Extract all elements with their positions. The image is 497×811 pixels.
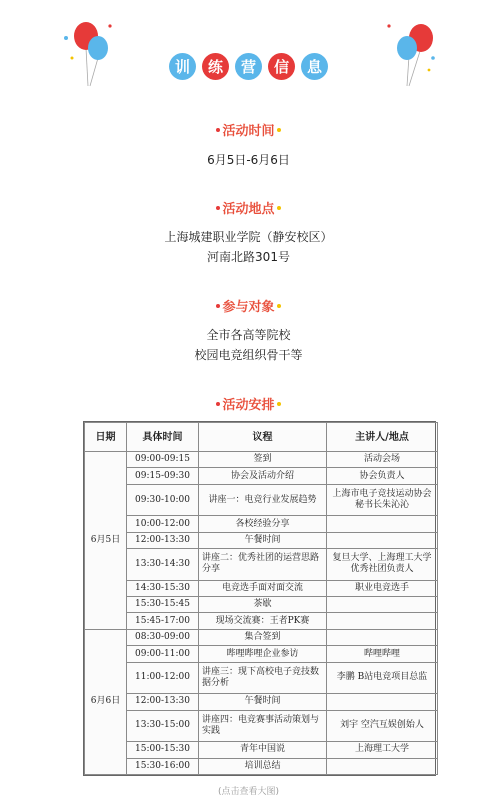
table-cell-agenda: 各校经验分享 (199, 516, 327, 532)
section-time (0, 120, 497, 170)
section-time-title: 活动时间 (222, 124, 275, 139)
table-cell-agenda: 讲座三：现下高校电子竞技数据分析 (199, 662, 327, 693)
table-cell-time: 10:00-12:00 (127, 516, 199, 532)
table-cell-agenda: 现场交流赛：王者PK赛 (199, 613, 327, 629)
table-row (85, 516, 438, 532)
schedule-table-image[interactable] (83, 421, 436, 776)
table-cell-speaker: 协会负责人 (327, 468, 438, 484)
table-cell-time: 11:00-12:00 (127, 662, 199, 693)
table-cell-speaker: 上海理工大学 (327, 742, 438, 758)
table-row (85, 710, 438, 741)
table-cell-time: 14:30-15:30 (127, 580, 199, 596)
table-cell-agenda: 茶歇 (199, 597, 327, 613)
time-line-1: 6月5日-6月6日 (207, 153, 290, 167)
table-cell-speaker (327, 516, 438, 532)
section-location-heading (0, 198, 497, 217)
table-row (85, 694, 438, 710)
table-row (85, 662, 438, 693)
table-cell-speaker (327, 532, 438, 548)
table-row (85, 468, 438, 484)
table-cell-time: 13:30-14:30 (127, 549, 199, 580)
title-char-5: 息 (301, 53, 328, 80)
table-cell-agenda: 电竞选手面对面交流 (199, 580, 327, 596)
table-cell-agenda: 午餐时间 (199, 694, 327, 710)
bullet-dot-icon (277, 128, 281, 132)
header-agenda: 议程 (199, 423, 327, 452)
section-schedule-heading (0, 394, 497, 413)
title-char-1: 训 (169, 53, 196, 80)
header-time: 具体时间 (127, 423, 199, 452)
table-row (85, 597, 438, 613)
bullet-dot-icon (277, 402, 281, 406)
table-cell-speaker: 刘宇 空汽互娱创始人 (327, 710, 438, 741)
table-cell-time: 15:45-17:00 (127, 613, 199, 629)
image-caption: (点击查看大图) (217, 787, 280, 797)
section-schedule-title: 活动安排 (222, 398, 275, 413)
bullet-dot-icon (216, 304, 220, 308)
title-char-4: 信 (268, 53, 295, 80)
page-title (0, 53, 497, 80)
table-cell-date: 6月5日 (85, 452, 127, 630)
table-cell-agenda: 讲座二：优秀社团的运营思路分享 (199, 549, 327, 580)
table-cell-agenda: 培训总结 (199, 758, 327, 774)
table-row (85, 549, 438, 580)
table-cell-speaker: 上海市电子竞技运动协会秘书长朱沁沁 (327, 484, 438, 515)
table-cell-time: 09:30-10:00 (127, 484, 199, 515)
table-header-row (85, 423, 438, 452)
table-row (85, 484, 438, 515)
table-cell-speaker (327, 629, 438, 645)
table-cell-agenda: 青年中国说 (199, 742, 327, 758)
table-cell-agenda: 签到 (199, 452, 327, 468)
table-cell-speaker: 复旦大学、上海理工大学优秀社团负责人 (327, 549, 438, 580)
table-row (85, 629, 438, 645)
section-schedule (0, 394, 497, 413)
table-row (85, 613, 438, 629)
table-cell-time: 09:00-09:15 (127, 452, 199, 468)
section-audience-title: 参与对象 (222, 300, 275, 315)
table-cell-time: 13:30-15:00 (127, 710, 199, 741)
section-audience (0, 296, 497, 365)
section-location (0, 198, 497, 267)
location-line-2: 河南北路301号 (207, 250, 290, 264)
table-cell-speaker (327, 694, 438, 710)
table-cell-date: 6月6日 (85, 629, 127, 774)
table-cell-time: 15:30-16:00 (127, 758, 199, 774)
table-cell-time: 09:15-09:30 (127, 468, 199, 484)
bullet-dot-icon (277, 206, 281, 210)
table-cell-agenda: 协会及活动介绍 (199, 468, 327, 484)
bullet-dot-icon (216, 402, 220, 406)
audience-line-2: 校园电竞组织骨干等 (194, 348, 303, 362)
audience-line-1: 全市各高等院校 (206, 328, 291, 342)
table-cell-time: 12:00-13:30 (127, 532, 199, 548)
table-cell-speaker: 职业电竞选手 (327, 580, 438, 596)
table-cell-speaker (327, 758, 438, 774)
table-cell-time: 08:30-09:00 (127, 629, 199, 645)
section-time-heading (0, 120, 497, 139)
table-cell-time: 09:00-11:00 (127, 646, 199, 662)
header-speaker: 主讲人/地点 (327, 423, 438, 452)
table-cell-agenda: 哔哩哔哩企业参访 (199, 646, 327, 662)
table-cell-speaker (327, 613, 438, 629)
title-char-3: 营 (235, 53, 262, 80)
location-line-1: 上海城建职业学院（静安校区） (164, 230, 333, 244)
table-cell-time: 12:00-13:30 (127, 694, 199, 710)
table-cell-time: 15:30-15:45 (127, 597, 199, 613)
bullet-dot-icon (216, 128, 220, 132)
table-row (85, 452, 438, 468)
title-char-2: 练 (202, 53, 229, 80)
table-row (85, 646, 438, 662)
table-cell-agenda: 午餐时间 (199, 532, 327, 548)
table-cell-agenda: 讲座一：电竞行业发展趋势 (199, 484, 327, 515)
table-cell-speaker: 哔哩哔哩 (327, 646, 438, 662)
table-row (85, 532, 438, 548)
table-row (85, 742, 438, 758)
table-cell-speaker (327, 597, 438, 613)
header-date: 日期 (85, 423, 127, 452)
table-row (85, 580, 438, 596)
bullet-dot-icon (216, 206, 220, 210)
section-audience-heading (0, 296, 497, 315)
bullet-dot-icon (277, 304, 281, 308)
table-cell-agenda: 集合签到 (199, 629, 327, 645)
section-location-title: 活动地点 (222, 202, 275, 217)
schedule-table (84, 422, 438, 775)
table-row (85, 758, 438, 774)
table-cell-time: 15:00-15:30 (127, 742, 199, 758)
table-cell-speaker: 李鹏 B站电竞项目总监 (327, 662, 438, 693)
table-cell-agenda: 讲座四：电竞赛事活动策划与实践 (199, 710, 327, 741)
table-cell-speaker: 活动会场 (327, 452, 438, 468)
